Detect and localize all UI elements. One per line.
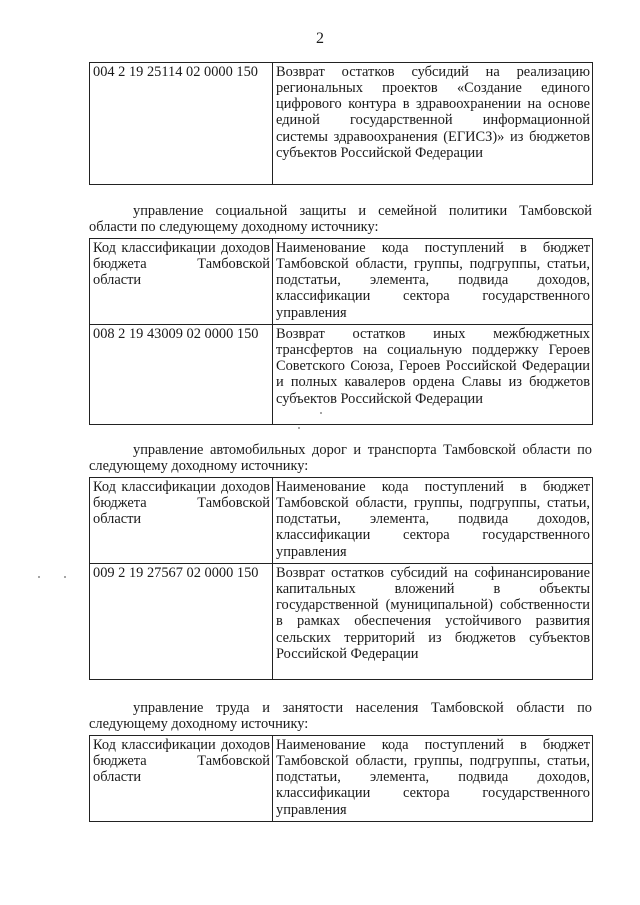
scan-speck (38, 576, 40, 578)
code-cell: 008 2 19 43009 02 0000 150 (90, 325, 273, 425)
name-cell: Возврат остатков субсидий на софинансирование капитальных вложений в объекты государственной (муниципальной) собственности в рамках обеспечения устойчивого развития сельских территорий из бюджетов субъектов Российской Федерации (273, 564, 593, 680)
table-labor-employment (89, 735, 593, 822)
header-code-cell: Код классификации доходов бюджета Тамбовской области (90, 239, 273, 325)
table-continuation (89, 62, 593, 185)
code-cell: 009 2 19 27567 02 0000 150 (90, 564, 273, 680)
header-code-cell: Код классификации доходов бюджета Тамбовской области (90, 478, 273, 564)
table-row (90, 325, 593, 425)
name-cell: Возврат остатков иных межбюджетных трансфертов на социальную поддержку Героев Советского Союза, Героев Российской Федерации и полных кавалеров ордена Славы из бюджетов субъектов Российской Федерации (273, 325, 593, 425)
table-social-protection (89, 238, 593, 425)
header-code-cell: Код классификации доходов бюджета Тамбовской области (90, 736, 273, 822)
table-roads-transport (89, 477, 593, 680)
section-intro: управление автомобильных дорог и транспорта Тамбовской области по следующему доходному источнику: (89, 442, 592, 475)
table-row (90, 63, 593, 185)
header-name-cell: Наименование кода поступлений в бюджет Тамбовской области, группы, подгруппы, статьи, подстатьи, элемента, подвида доходов, классификации сектора государственного управления (273, 239, 593, 325)
code-cell: 004 2 19 25114 02 0000 150 (90, 63, 273, 185)
section-intro: управление труда и занятости населения Тамбовской области по следующему доходному источнику: (89, 700, 592, 733)
scan-speck (298, 427, 300, 429)
section-intro: управление социальной защиты и семейной политики Тамбовской области по следующему доходному источнику: (89, 203, 592, 236)
table-row (90, 564, 593, 680)
page-number: 2 (316, 30, 324, 47)
table-header-row (90, 736, 593, 822)
scan-speck (320, 412, 322, 414)
table-header-row (90, 478, 593, 564)
name-cell: Возврат остатков субсидий на реализацию региональных проектов «Создание единого цифрового контура в здравоохранении на основе единой государственной информационной системы здравоохранения (ЕГИСЗ)» из бюджетов субъектов Российской Федерации (273, 63, 593, 185)
table-header-row (90, 239, 593, 325)
header-name-cell: Наименование кода поступлений в бюджет Тамбовской области, группы, подгруппы, статьи, подстатьи, элемента, подвида доходов, классификации сектора государственного управления (273, 478, 593, 564)
scan-speck (64, 576, 66, 578)
header-name-cell: Наименование кода поступлений в бюджет Тамбовской области, группы, подгруппы, статьи, подстатьи, элемента, подвида доходов, классификации сектора государственного управления (273, 736, 593, 822)
